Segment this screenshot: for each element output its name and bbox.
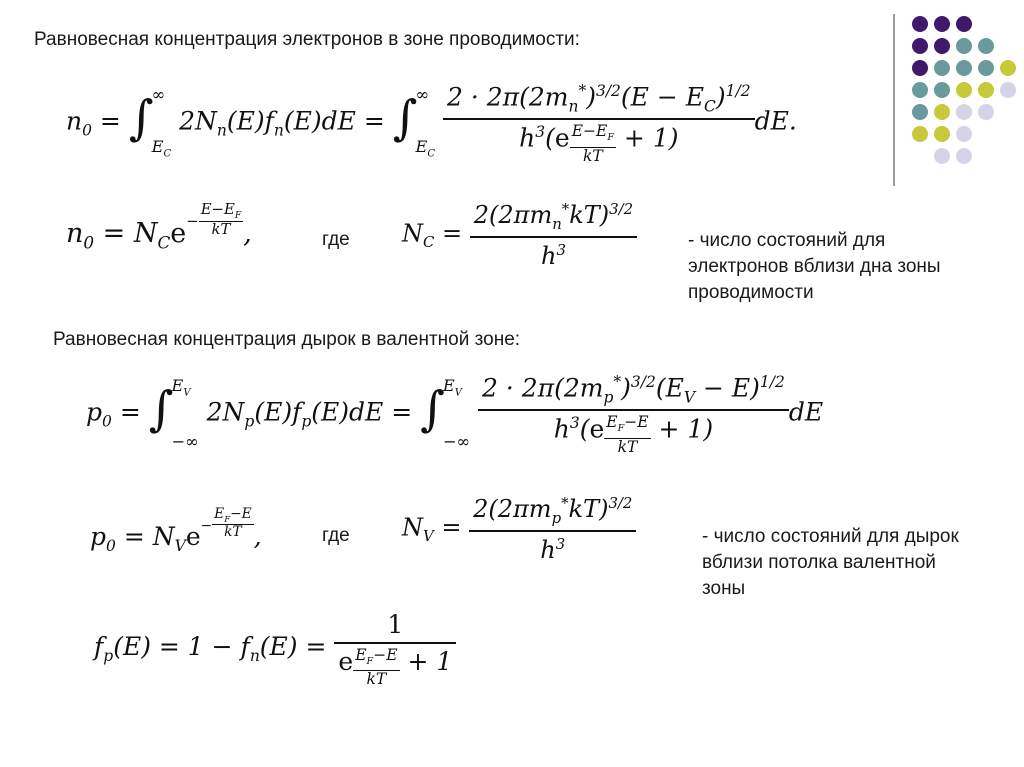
decorative-dot — [1000, 82, 1016, 98]
decorative-dot — [934, 60, 950, 76]
label-where-2: где — [322, 525, 350, 546]
formula-p0-nv: $p_0 = N_Ve^{- \frac{E_F-E}{kT}}$ , — [90, 505, 262, 555]
decorative-dot — [956, 82, 972, 98]
decorative-dot — [912, 82, 928, 98]
decorative-dot — [956, 148, 972, 164]
decorative-dot — [956, 126, 972, 142]
decorative-dot — [912, 60, 928, 76]
decorative-dot — [978, 38, 994, 54]
decorative-dot — [956, 16, 972, 32]
decorative-dot — [956, 104, 972, 120]
decorative-dot — [934, 38, 950, 54]
label-where-1: где — [322, 229, 350, 250]
note-nv: - число состояний для дырок вблизи потолка валентной зоны — [702, 526, 959, 599]
decorative-dot — [912, 38, 928, 54]
decorative-dot — [956, 38, 972, 54]
formula-n0-integral: $n_0$ = ∫ ∞ $E_C$ $2N_n(E)f_n(E)dE$ = ∫ ∞ $E_C$ $2 \cdot 2\pi(2m_n^*)^{3/2}(E - E_C)^{1/2}$ $h^3(e$ $\frac{E-E_F}{kT}$ + 1) dE. — [66, 82, 797, 165]
decorative-dot — [978, 82, 994, 98]
note-nc: - число состояний для электронов вблизи дна зоны проводимости — [688, 230, 941, 303]
formula-p0-integral: $p_0$ = ∫ $E_V$ −∞ $2N_p(E)f_p(E)dE$ = ∫ $E_V$ −∞ $2 \cdot 2\pi(2m_p^*)^{3/2}(E_V - E)^{1/2}$ $h^3(e$ $\frac{E_F-E}{kT}$ + 1) dE — [86, 373, 824, 456]
formula-nc: $N_C$ = $\frac{2(2\pi m_n^*kT)^{3/2}}{h^3}$ — [402, 200, 637, 270]
decorative-dot — [934, 82, 950, 98]
decorative-dot — [1000, 60, 1016, 76]
decorative-dot — [978, 104, 994, 120]
formula-n0-nc: $n_0 = N_Ce^{- \frac{E-E_F}{kT}}$ , — [66, 200, 252, 253]
decorative-dot — [934, 16, 950, 32]
decorative-dot — [912, 16, 928, 32]
decorative-dot — [956, 60, 972, 76]
decorative-dot — [912, 126, 928, 142]
decorative-dot — [912, 104, 928, 120]
decorative-divider — [893, 14, 895, 186]
heading-holes: Равновесная концентрация дырок в валентной зоне: — [53, 329, 521, 350]
decorative-dot — [934, 104, 950, 120]
decorative-dot — [978, 60, 994, 76]
formula-fp: $f_p(E) = 1 - f_n(E)$ = 1 e $\frac{E_F-E}{kT}$ + 1 — [94, 610, 456, 687]
decorative-dot — [934, 126, 950, 142]
decorative-dot — [934, 148, 950, 164]
formula-nv: $N_V$ = $\frac{2(2\pi m_p^*kT)^{3/2}}{h^3}$ — [402, 494, 636, 564]
heading-electrons: Равновесная концентрация электронов в зоне проводимости: — [34, 29, 580, 50]
